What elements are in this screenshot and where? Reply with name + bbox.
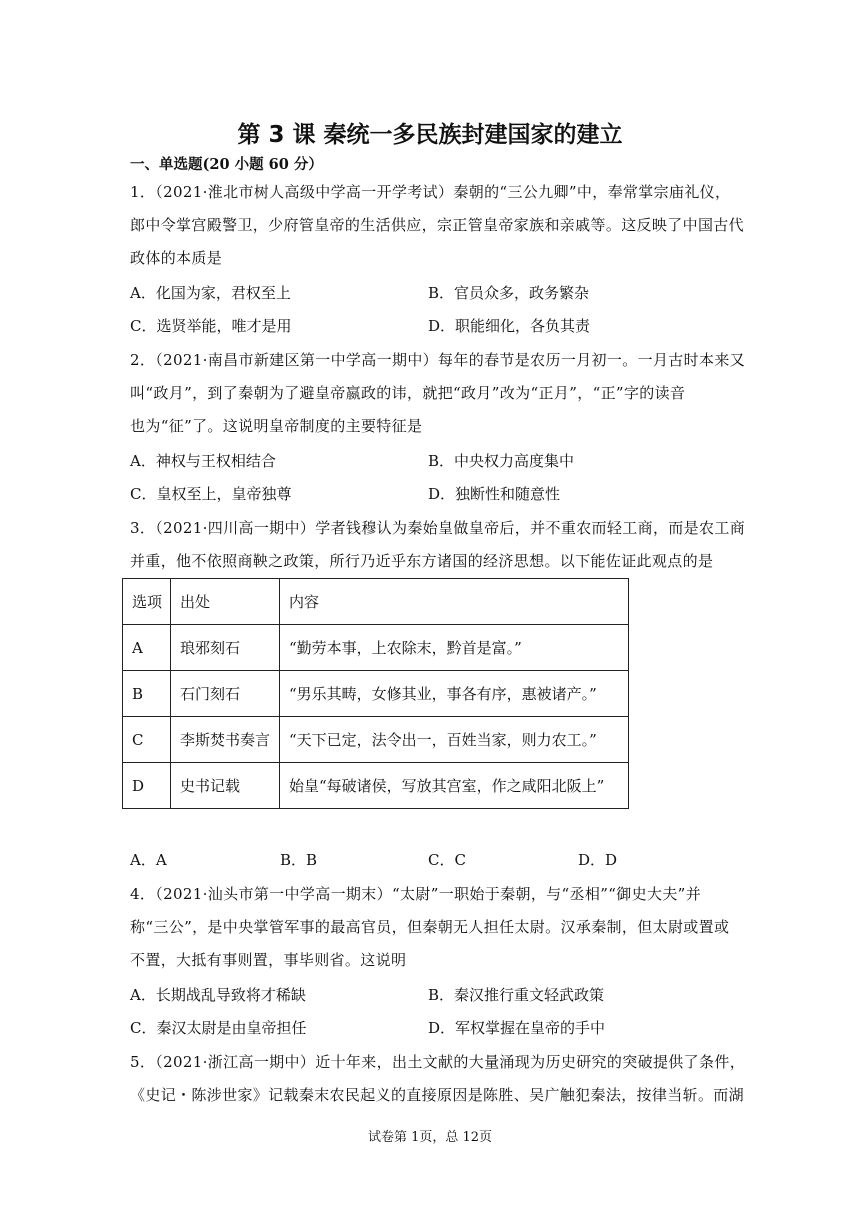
page-footer: 试卷第 1页，总 12页 bbox=[367, 1130, 493, 1145]
table-row bbox=[123, 717, 629, 763]
question-1-line-1: 1．（2021·淮北市树人高级中学高一开学考试）秦朝的“三公九卿”中，奉常掌宗庙礼仪， bbox=[130, 183, 731, 201]
table-cell: “男乐其畴，女修其业，事各有序，惠被诸产。” bbox=[280, 671, 629, 717]
question-5-line-2: 《史记・陈涉世家》记载秦末农民起义的直接原因是陈胜、吴广触犯秦法，按律当斩。而湖 bbox=[130, 1086, 745, 1104]
question-2-option-c[interactable]: C．皇权至上，皇帝独尊 bbox=[130, 485, 292, 503]
question-4-line-2: 称“三公”，是中央掌管军事的最高官员，但秦朝无人担任太尉。汉承秦制，但太尉或置或 bbox=[130, 918, 730, 936]
question-1-line-2: 郎中令掌宫殿警卫，少府管皇帝的生活供应，宗正管皇帝家族和亲戚等。这反映了中国古代 bbox=[130, 216, 745, 234]
question-4-line-1: 4．（2021·汕头市第一中学高一期末）“太尉”一职始于秦朝，与“丞相”“御史大夫”并 bbox=[130, 885, 702, 903]
table-cell: “天下已定，法令出一，百姓当家，则力农工。” bbox=[280, 717, 629, 763]
question-2-option-a[interactable]: A．神权与王权相结合 bbox=[130, 452, 276, 470]
table-cell: 始皇“每破诸侯，写放其宫室，作之咸阳北阪上” bbox=[280, 763, 629, 809]
question-2-line-2: 叫“政月”，到了秦朝为了避皇帝嬴政的讳，就把“政月”改为“正月”，“正”字的读音 bbox=[130, 384, 686, 402]
table-cell: “勤劳本事，上农除末，黔首是富。” bbox=[280, 625, 629, 671]
table-cell: A bbox=[123, 625, 171, 671]
table-cell: 石门刻石 bbox=[171, 671, 280, 717]
question-3-table bbox=[122, 578, 629, 809]
table-row bbox=[123, 625, 629, 671]
question-3-option-d[interactable]: D．D bbox=[578, 851, 618, 869]
question-1-option-d[interactable]: D．职能细化，各负其责 bbox=[428, 317, 591, 335]
question-1-option-a[interactable]: A．化国为家，君权至上 bbox=[130, 284, 291, 302]
question-4-option-a[interactable]: A．长期战乱导致将才稀缺 bbox=[130, 986, 306, 1004]
question-1-line-3: 政体的本质是 bbox=[130, 249, 223, 267]
table-cell: B bbox=[123, 671, 171, 717]
table-header-cell: 选项 bbox=[123, 579, 171, 625]
question-4-option-d[interactable]: D．军权掌握在皇帝的手中 bbox=[428, 1019, 606, 1037]
question-3-option-c[interactable]: C．C bbox=[428, 851, 466, 869]
question-2-line-3: 也为“征”了。这说明皇帝制度的主要特征是 bbox=[130, 417, 423, 435]
question-3-line-1: 3．（2021·四川高一期中）学者钱穆认为秦始皇做皇帝后，并不重农而轻工商，而是农工商 bbox=[130, 519, 746, 537]
table-row bbox=[123, 671, 629, 717]
table-header-row bbox=[123, 579, 629, 625]
question-4-option-b[interactable]: B．秦汉推行重文轻武政策 bbox=[428, 986, 605, 1004]
question-2-line-1: 2．（2021·南昌市新建区第一中学高一期中）每年的春节是农历一月初一。一月古时本来又 bbox=[130, 351, 746, 369]
question-4-line-3: 不置，大抵有事则置，事毕则省。这说明 bbox=[130, 951, 407, 969]
table-header-cell: 出处 bbox=[171, 579, 280, 625]
table-cell: 琅邪刻石 bbox=[171, 625, 280, 671]
table-cell: C bbox=[123, 717, 171, 763]
table-cell: 史书记载 bbox=[171, 763, 280, 809]
question-1-option-c[interactable]: C．选贤举能，唯才是用 bbox=[130, 317, 292, 335]
question-3-line-2: 并重，他不依照商鞅之政策，所行乃近乎东方诸国的经济思想。以下能佐证此观点的是 bbox=[130, 552, 714, 570]
question-3-option-a[interactable]: A．A bbox=[130, 851, 167, 869]
question-4-option-c[interactable]: C．秦汉太尉是由皇帝担任 bbox=[130, 1019, 307, 1037]
question-1-option-b[interactable]: B．官员众多，政务繁杂 bbox=[428, 284, 590, 302]
page-title: 第 3 课 秦统一多民族封建国家的建立 bbox=[237, 122, 623, 148]
question-5-line-1: 5．（2021·浙江高一期中）近十年来，出土文献的大量涌现为历史研究的突破提供了条件， bbox=[130, 1053, 746, 1071]
question-3-option-b[interactable]: B．B bbox=[280, 851, 318, 869]
table-cell: 李斯焚书奏言 bbox=[171, 717, 280, 763]
section-heading: 一、单选题(20 小题 60 分） bbox=[130, 156, 323, 173]
table-row bbox=[123, 763, 629, 809]
table-cell: D bbox=[123, 763, 171, 809]
question-2-option-b[interactable]: B．中央权力高度集中 bbox=[428, 452, 575, 470]
question-2-option-d[interactable]: D．独断性和随意性 bbox=[428, 485, 561, 503]
table-header-cell: 内容 bbox=[280, 579, 629, 625]
